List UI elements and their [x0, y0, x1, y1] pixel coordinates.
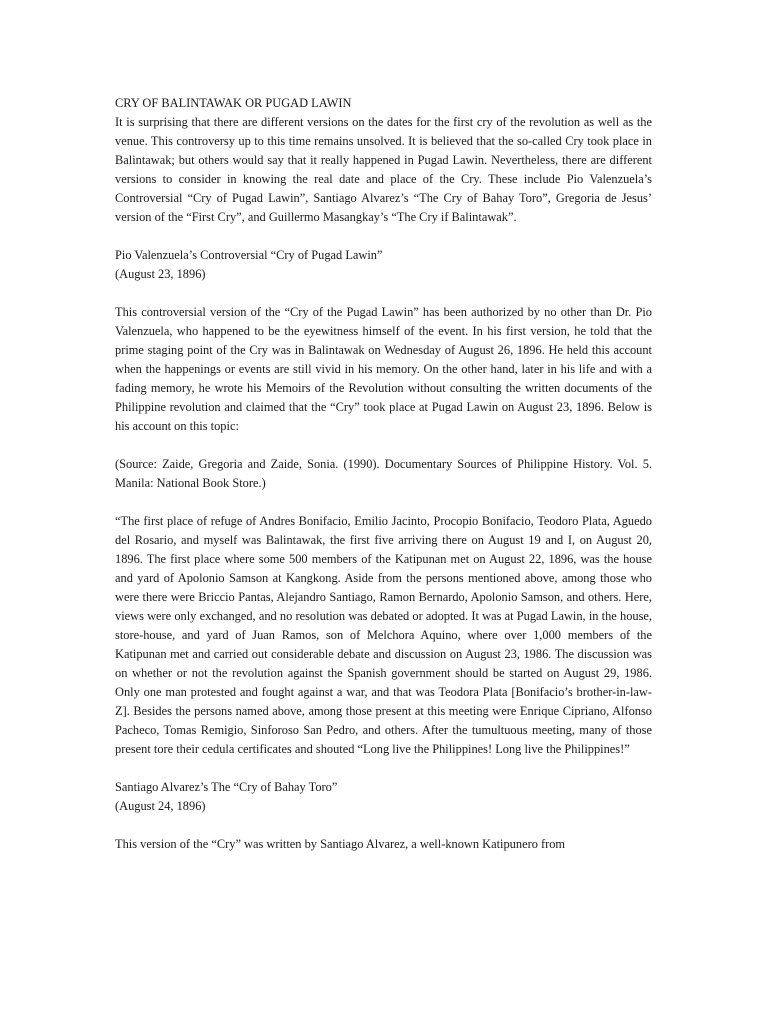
spacer	[115, 227, 652, 246]
valenzuela-quote: “The first place of refuge of Andres Bonifacio, Emilio Jacinto, Procopio Bonifacio, Teodoro Plata, Aguedo del Rosario, and myself was Balintawak, the first five arriving there on August 19 and I, on August 20, 1896. The first place where some 500 members of the Katipunan met on August 22, 1896, was the house and yard of Apolonio Samson at Kangkong. Aside from the persons mentioned above, among those who were there were Briccio Pantas, Alejandro Santiago, Ramon Bernardo, Apolonio Samson, and others. Here, views were only exchanged, and no resolution was debated or adopted. It was at Pugad Lawin, in the house, store-house, and yard of Juan Ramos, son of Melchora Aquino, where over 1,000 members of the Katipunan met and carried out considerable debate and discussion on August 23, 1986. The discussion was on whether or not the revolution against the Spanish government should be started on August 29, 1986. Only one man protested and fought against a war, and that was Teodora Plata [Bonifacio’s brother-in-law-Z]. Besides the persons named above, among those present at this meeting were Enrique Cipriano, Alfonso Pacheco, Tomas Remigio, Sinforoso San Pedro, and others. After the tumultuous meeting, many of those present tore their cedula certificates and shouted “Long live the Philippines! Long live the Philippines!”	[115, 514, 652, 756]
document-page	[115, 94, 652, 854]
document-title-block	[115, 94, 652, 227]
section1-date: (August 23, 1896)	[115, 267, 206, 281]
section1-body: This controversial version of the “Cry of the Pugad Lawin” has been authorized by no other than Dr. Pio Valenzuela, who happened to be the eyewitness himself of the event. In his first version, he told that the prime staging point of the Cry was in Balintawak on Wednesday of August 26, 1896. He held this account when the happenings or events are still vivid in his memory. On the other hand, later in his life and with a fading memory, he wrote his Memoirs of the Revolution without consulting the written documents of the Philippine revolution and claimed that the “Cry” took place at Pugad Lawin on August 23, 1896. Below is his account on this topic:	[115, 305, 652, 433]
intro-paragraph: It is surprising that there are different versions on the dates for the first cry of the revolution as well as the venue. This controversy up to this time remains unsolved. It is believed that the so-called Cry took place in Balintawak; but others would say that it really happened in Pugad Lawin. Nevertheless, there are different versions to consider in knowing the real date and place of the Cry. These include Pio Valenzuela’s Controversial “Cry of Pugad Lawin”, Santiago Alvarez’s “The Cry of Bahay Toro”, Gregoria de Jesus’ version of the “First Cry”, and Guillermo Masangkay’s “The Cry if Balintawak”.	[115, 115, 652, 224]
document-title: CRY OF BALINTAWAK OR PUGAD LAWIN	[115, 96, 352, 110]
section1-heading-block	[115, 246, 652, 284]
source-citation: (Source: Zaide, Gregoria and Zaide, Sonia. (1990). Documentary Sources of Philippine History. Vol. 5. Manila: National Book Store.)	[115, 457, 652, 490]
section2-date: (August 24, 1896)	[115, 799, 206, 813]
section2-body: This version of the “Cry” was written by Santiago Alvarez, a well-known Katipunero from	[115, 837, 566, 851]
section2-heading: Santiago Alvarez’s The “Cry of Bahay Toro”	[115, 780, 338, 794]
section1-heading: Pio Valenzuela’s Controversial “Cry of Pugad Lawin”	[115, 248, 383, 262]
section2-heading-block	[115, 778, 652, 816]
